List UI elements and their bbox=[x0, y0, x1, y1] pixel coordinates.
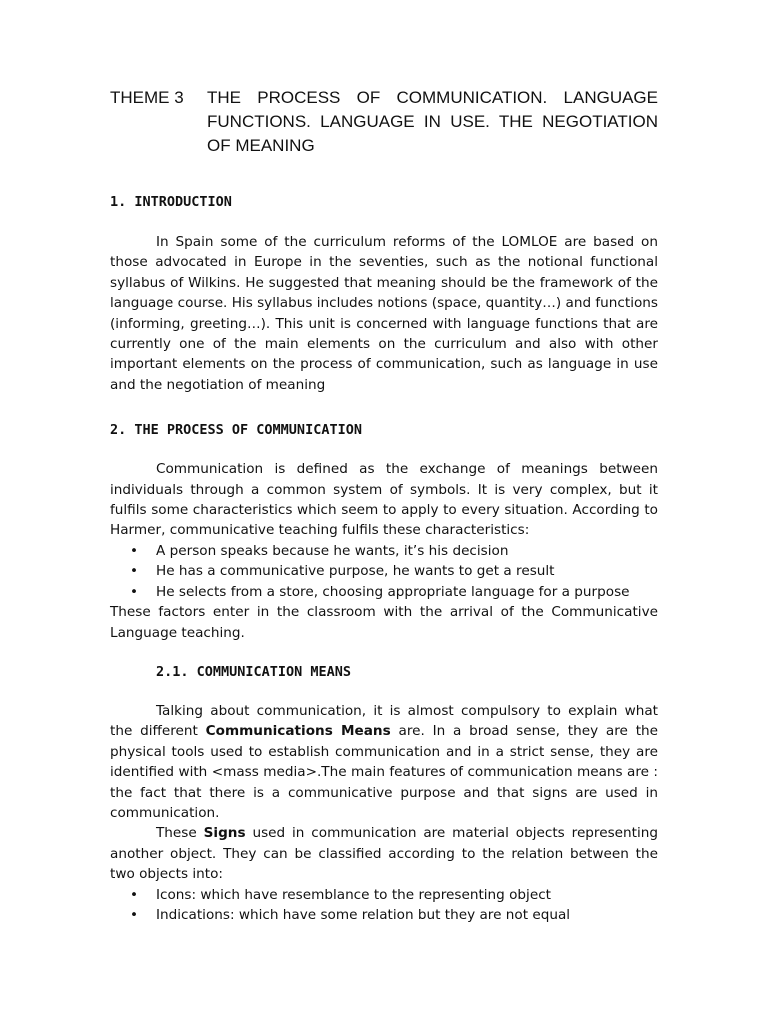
characteristics-list bbox=[110, 541, 658, 602]
theme-label: THEME 3 bbox=[110, 88, 184, 107]
section-2-heading: 2. THE PROCESS OF COMMUNICATION bbox=[110, 422, 362, 439]
bullet-icon: • bbox=[130, 542, 139, 559]
list-item: • He has a communicative purpose, he wants to get a result bbox=[110, 561, 658, 581]
closing-paragraph: These factors enter in the classroom with the arrival of the Communicative Language teaching. bbox=[110, 604, 658, 641]
communications-means-term: Communications Means bbox=[205, 723, 391, 740]
bullet-icon: • bbox=[130, 906, 139, 923]
bullet-icon: • bbox=[130, 886, 139, 903]
communication-means-paragraph: Talking about communication, it is almost compulsory to explain what the different Communications Means are. In a broad sense, they are the physical tools used to establish communication and in a strict sense, they are identified with <mass media>.The main features of communication means are : the fact that there is a communicative purpose and that signs are used in communication. bbox=[110, 702, 659, 821]
communication-paragraph: Communication is defined as the exchange of meanings between individuals through a common system of symbols. It is very complex, but it fulfils some characteristics which seem to apply to every situation. According to Harmer, communicative teaching fulfils these characteristics: bbox=[110, 461, 658, 539]
section-1-heading: 1. INTRODUCTION bbox=[110, 194, 232, 210]
bullet-icon: • bbox=[130, 563, 139, 580]
signs-term: Signs bbox=[203, 825, 246, 842]
section-2-1-heading: 2.1. COMMUNICATION MEANS bbox=[156, 663, 352, 680]
list-item: • He selects from a store, choosing appropriate language for a purpose bbox=[110, 582, 658, 602]
list-item: • Indications: which have some relation but they are not equal bbox=[110, 905, 658, 925]
signs-list bbox=[110, 885, 658, 926]
introduction-paragraph: In Spain some of the curriculum reforms of the LOMLOE are based on those advocated in Europe in the seventies, such as the notional functional syllabus of Wilkins. He suggested that meaning should be the framework of the language course. His syllabus includes notions (space, quantity…) and functions (informing, greeting…). This unit is concerned with language functions that are currently one of the main elements on the curriculum and also with other important elements on the process of communication, such as language in use and the negotiation of meaning bbox=[110, 234, 659, 393]
bullet-icon: • bbox=[130, 583, 139, 600]
signs-paragraph: These Signs used in communication are material objects representing another object. They can be classified according to the relation between the two objects into: bbox=[110, 825, 658, 883]
list-item: • A person speaks because he wants, it’s his decision bbox=[110, 541, 658, 561]
theme-heading bbox=[110, 86, 658, 158]
list-item: • Icons: which have resemblance to the representing object bbox=[110, 885, 658, 905]
theme-title: THE PROCESS OF COMMUNICATION. LANGUAGE FUNCTIONS. LANGUAGE IN USE. THE NEGOTIATION OF MEANING bbox=[207, 88, 658, 155]
document-page bbox=[110, 86, 658, 925]
